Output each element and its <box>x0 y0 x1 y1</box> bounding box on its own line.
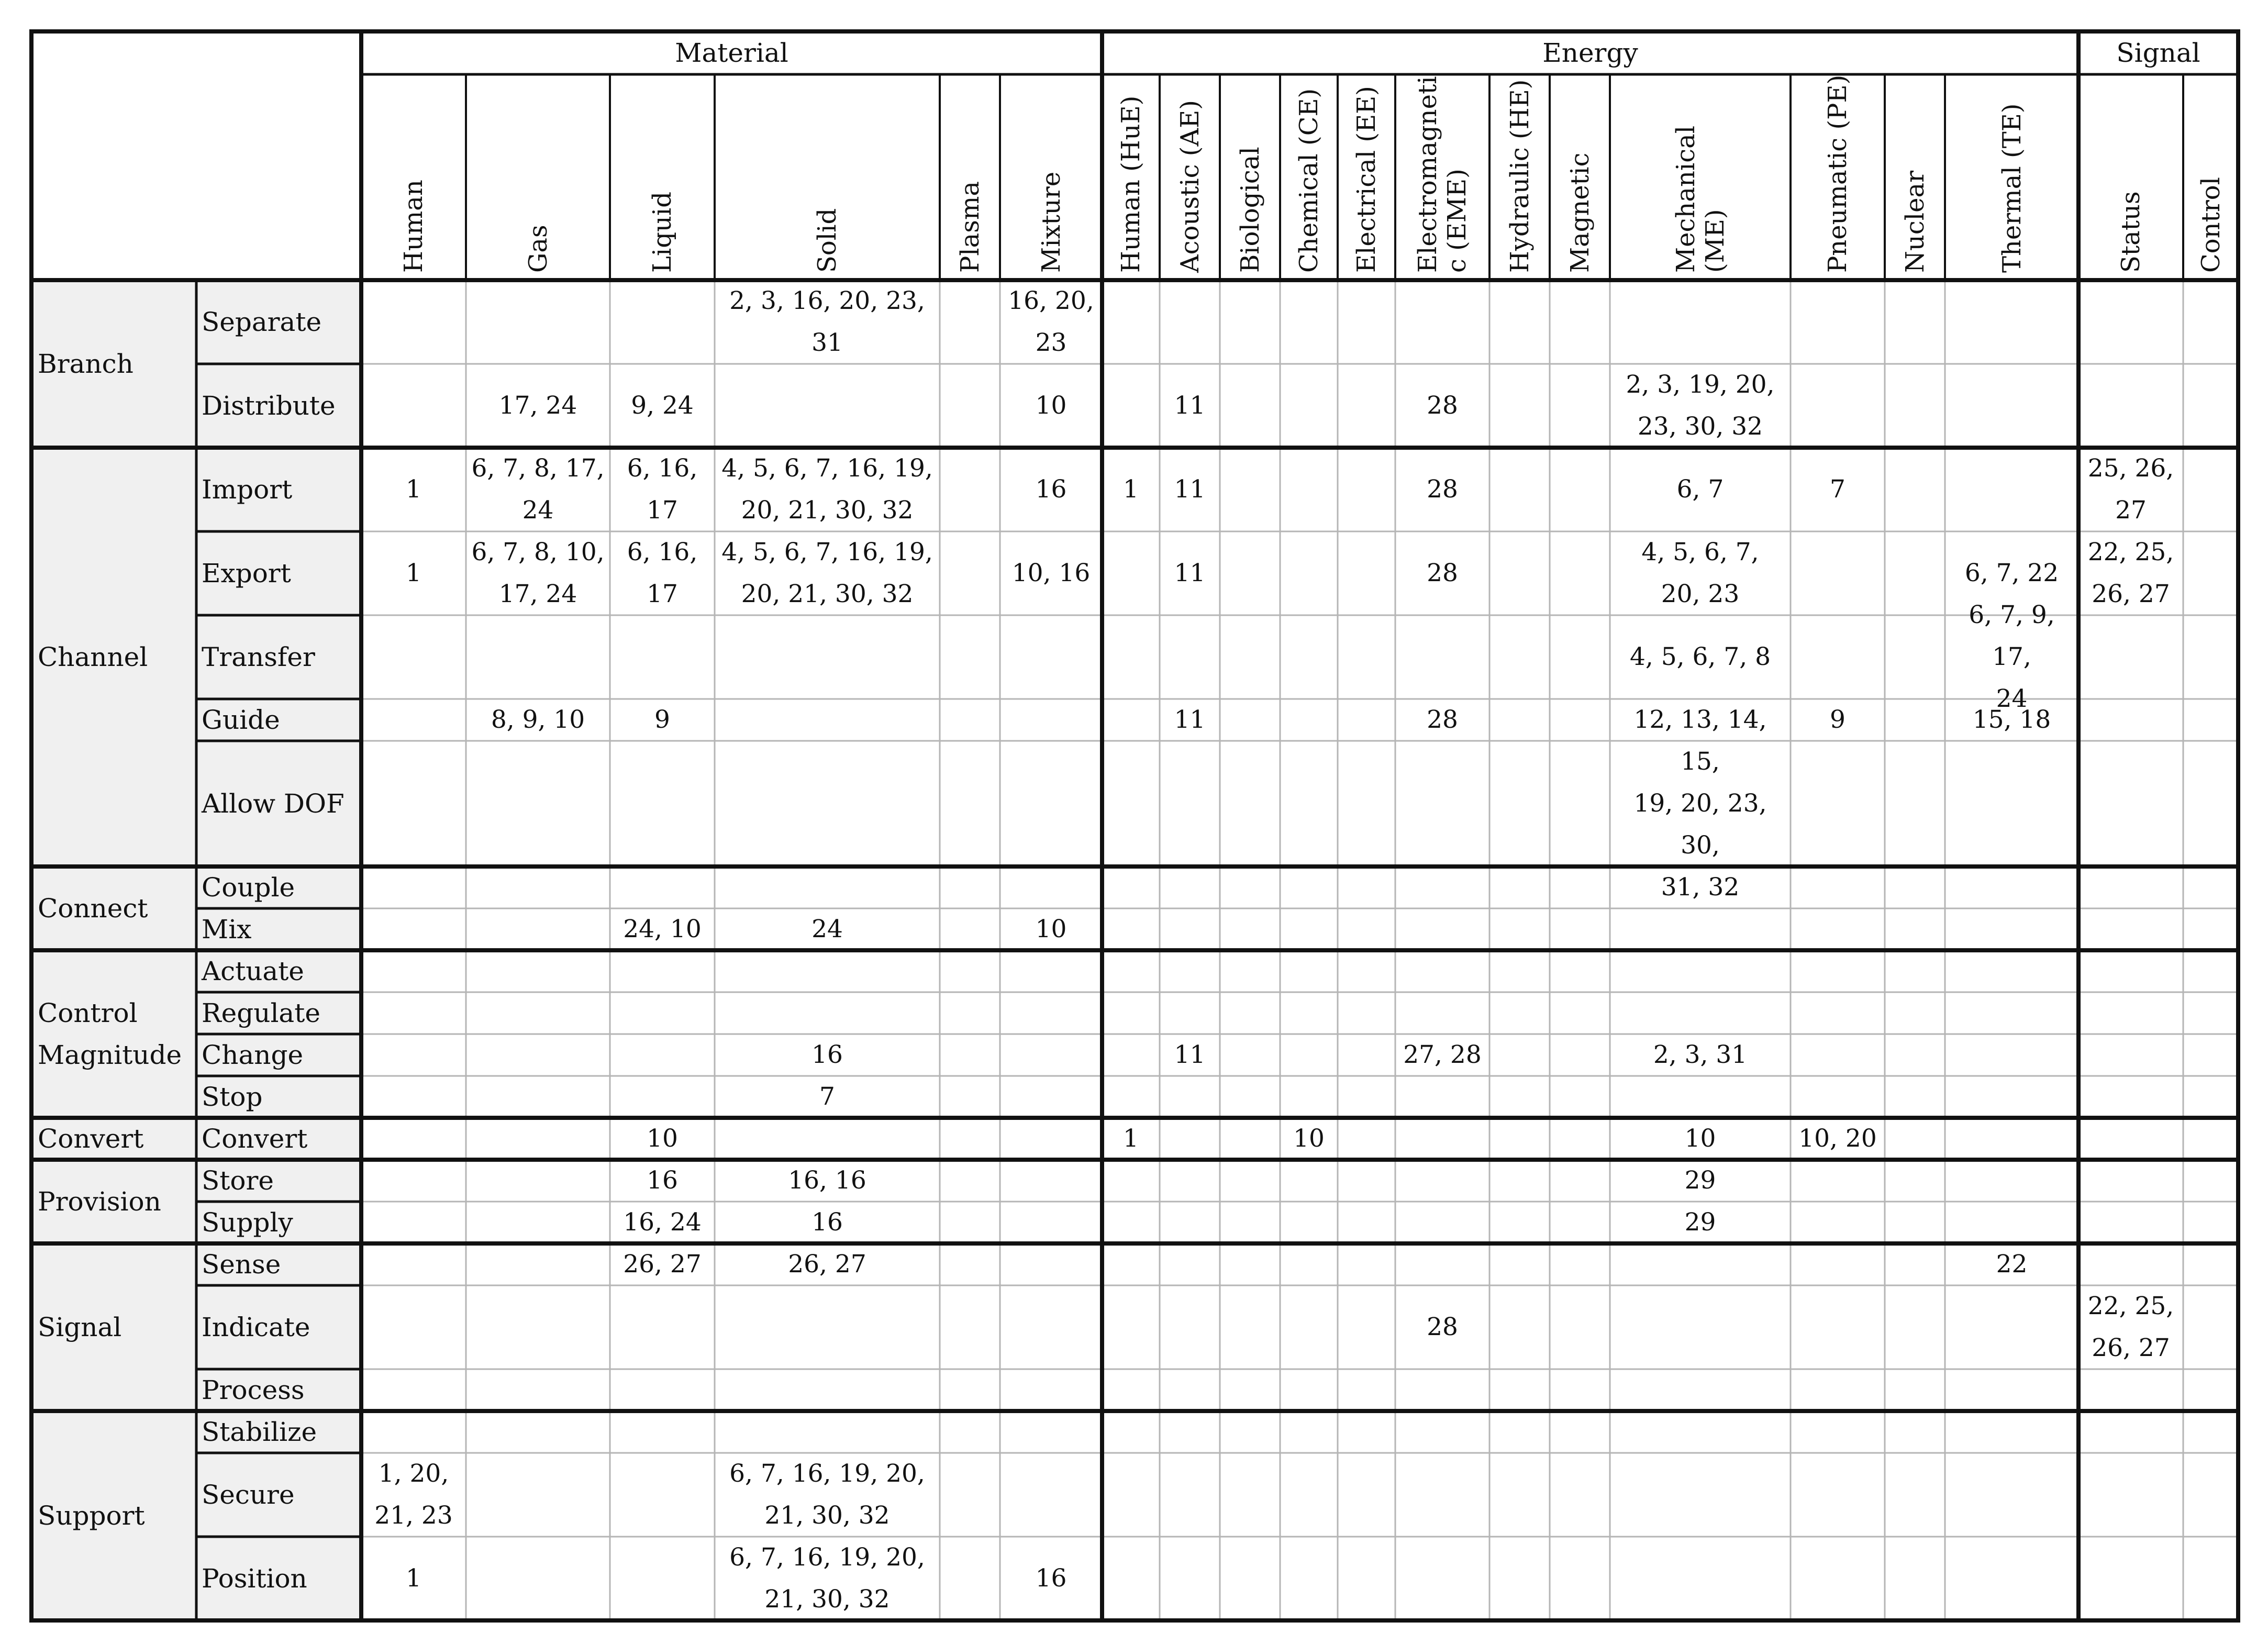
table-cell: 10 <box>1035 915 1067 943</box>
table-cell: 6, 7, 8, 10, 17, 24 <box>471 538 605 608</box>
table-cell: 11 <box>1174 391 1206 420</box>
table-cell: 26, 27 <box>788 1250 866 1279</box>
table-cell: 7 <box>819 1082 835 1111</box>
table-cell: 10 <box>1684 1124 1716 1153</box>
function-label: Mix <box>202 914 252 945</box>
function-label: Distribute <box>202 391 336 421</box>
group-label: Connect <box>38 893 148 924</box>
table-cell: 28 <box>1427 391 1458 420</box>
function-label: Stabilize <box>202 1417 317 1447</box>
function-label: Allow DOF <box>202 788 344 819</box>
table-cell: 16 <box>811 1040 843 1069</box>
table-cell: 22, 25, 26, 27 <box>2087 1292 2174 1362</box>
table-cell: 7 <box>1830 475 1845 504</box>
table-cell: 9 <box>654 705 670 734</box>
function-label: Secure <box>202 1480 295 1510</box>
column-header: Control <box>2196 176 2226 273</box>
table-cell: 9, 24 <box>631 391 694 420</box>
column-header: Human (HuE) <box>1116 95 1146 273</box>
table-cell: 1 <box>1123 475 1139 504</box>
column-header: Acoustic (AE) <box>1175 100 1205 273</box>
function-label: Indicate <box>202 1312 310 1342</box>
table-cell: 12, 13, 14, 15, 19, 20, 23, 30, 31, 32 <box>1633 705 1767 902</box>
table-cell: 10, 20 <box>1798 1124 1877 1153</box>
header-group-0: Material <box>675 38 788 68</box>
column-header: Solid <box>813 208 842 273</box>
function-label: Transfer <box>202 642 315 672</box>
table-cell: 16 <box>647 1166 678 1195</box>
column-header: Liquid <box>648 192 677 273</box>
table-cell: 4, 5, 6, 7, 16, 19, 20, 21, 30, 32 <box>721 454 933 525</box>
table-cell: 4, 5, 6, 7, 16, 19, 20, 21, 30, 32 <box>721 538 933 608</box>
table-cell: 4, 5, 6, 7, 20, 23 <box>1641 538 1759 608</box>
function-label: Import <box>202 474 293 505</box>
column-header: Chemical (CE) <box>1294 88 1324 273</box>
function-label: Process <box>202 1375 305 1405</box>
function-label: Supply <box>202 1207 293 1238</box>
table-cell: 6, 7, 8, 17, 24 <box>471 454 605 525</box>
table-cell: 6, 7, 9, 17, 24 <box>1969 601 2055 713</box>
group-label: Support <box>38 1501 145 1531</box>
function-label: Regulate <box>202 998 320 1028</box>
function-label: Export <box>202 558 291 588</box>
group-label: Channel <box>38 642 148 672</box>
column-header: Thermal (TE) <box>1997 103 2027 273</box>
table-cell: 27, 28 <box>1403 1040 1482 1069</box>
table-cell: 29 <box>1684 1208 1716 1237</box>
table-cell: 16 <box>1035 1564 1067 1593</box>
table-cell: 26, 27 <box>623 1250 702 1279</box>
table-cell: 9 <box>1830 705 1845 734</box>
table-cell: 28 <box>1427 705 1458 734</box>
table-cell: 6, 16, 17 <box>627 538 698 608</box>
column-header: Mechanical (ME) <box>1671 125 1730 273</box>
table-cell: 15, 18 <box>1972 705 2051 734</box>
table-cell: 2, 3, 16, 20, 23, 31 <box>729 286 925 357</box>
table-cell: 1 <box>406 475 421 504</box>
table-cell: 4, 5, 6, 7, 8 <box>1629 642 1771 671</box>
table-cell: 17, 24 <box>498 391 577 420</box>
function-label: Convert <box>202 1124 308 1154</box>
table-cell: 2, 3, 31 <box>1653 1040 1748 1069</box>
table-cell: 28 <box>1427 1313 1458 1341</box>
table-cell: 22 <box>1996 1250 2028 1279</box>
table-cell: 28 <box>1427 475 1458 504</box>
function-label: Store <box>202 1165 274 1196</box>
table-cell: 1 <box>406 559 421 587</box>
function-label: Position <box>202 1563 307 1594</box>
column-header: Plasma <box>955 181 985 273</box>
table-cell: 1, 20, 21, 23 <box>374 1459 453 1530</box>
table-cell: 29 <box>1684 1166 1716 1195</box>
function-label: Separate <box>202 307 322 337</box>
function-label: Sense <box>202 1249 281 1280</box>
table-cell: 11 <box>1174 475 1206 504</box>
table-cell: 6, 7 <box>1676 475 1724 504</box>
column-header: Status <box>2116 191 2145 273</box>
function-label: Actuate <box>202 956 304 986</box>
column-header: Pneumatic (PE) <box>1823 74 1852 273</box>
table-cell: 25, 26, 27 <box>2087 454 2174 525</box>
function-label: Couple <box>202 872 295 903</box>
header-group-1: Energy <box>1542 38 1638 68</box>
table-cell: 10, 16 <box>1011 559 1091 587</box>
group-label: Signal <box>38 1312 122 1342</box>
table-cell: 6, 7, 16, 19, 20, 21, 30, 32 <box>729 1543 925 1614</box>
column-header: Biological <box>1235 147 1265 273</box>
group-label: Control Magnitude <box>38 998 182 1070</box>
column-header: Mixture <box>1036 171 1066 273</box>
table-cell: 16, 20, 23 <box>1008 286 1094 357</box>
group-label: Convert <box>38 1124 144 1154</box>
table-cell: 2, 3, 19, 20, 23, 30, 32 <box>1626 370 1775 441</box>
column-header: Human <box>399 180 428 273</box>
function-label: Change <box>202 1040 304 1070</box>
table-cell: 11 <box>1174 1040 1206 1069</box>
column-header: Electrical (EE) <box>1352 86 1381 273</box>
table-cell: 8, 9, 10 <box>491 705 585 734</box>
table-cell: 10 <box>647 1124 678 1153</box>
table-cell: 24, 10 <box>623 915 702 943</box>
table-cell: 1 <box>1123 1124 1139 1153</box>
table-cell: 11 <box>1174 705 1206 734</box>
table-cell: 28 <box>1427 559 1458 587</box>
table-cell: 6, 7, 22 <box>1964 559 2059 587</box>
group-label: Provision <box>38 1186 161 1217</box>
function-label: Guide <box>202 705 280 735</box>
column-header: Gas <box>523 225 553 273</box>
table-cell: 24 <box>811 915 843 943</box>
table-cell: 10 <box>1293 1124 1325 1153</box>
table-cell: 16 <box>811 1208 843 1237</box>
table-cell: 22, 25, 26, 27 <box>2087 538 2174 608</box>
column-header: Hydraulic (HE) <box>1505 79 1535 273</box>
column-header: Electromagneti c (EME) <box>1413 76 1472 273</box>
table-cell: 11 <box>1174 559 1206 587</box>
table-cell: 1 <box>406 1564 421 1593</box>
function-label: Stop <box>202 1082 263 1112</box>
table-cell: 6, 16, 17 <box>627 454 698 525</box>
table-cell: 10 <box>1035 391 1067 420</box>
table-cell: 6, 7, 16, 19, 20, 21, 30, 32 <box>729 1459 925 1530</box>
table-cell: 16 <box>1035 475 1067 504</box>
table-cell: 16, 16 <box>788 1166 866 1195</box>
header-group-2: Signal <box>2116 38 2200 68</box>
column-header: Nuclear <box>1900 170 1930 273</box>
group-label: Branch <box>38 349 134 379</box>
table-cell: 16, 24 <box>623 1208 702 1237</box>
column-header: Magnetic <box>1565 152 1595 273</box>
